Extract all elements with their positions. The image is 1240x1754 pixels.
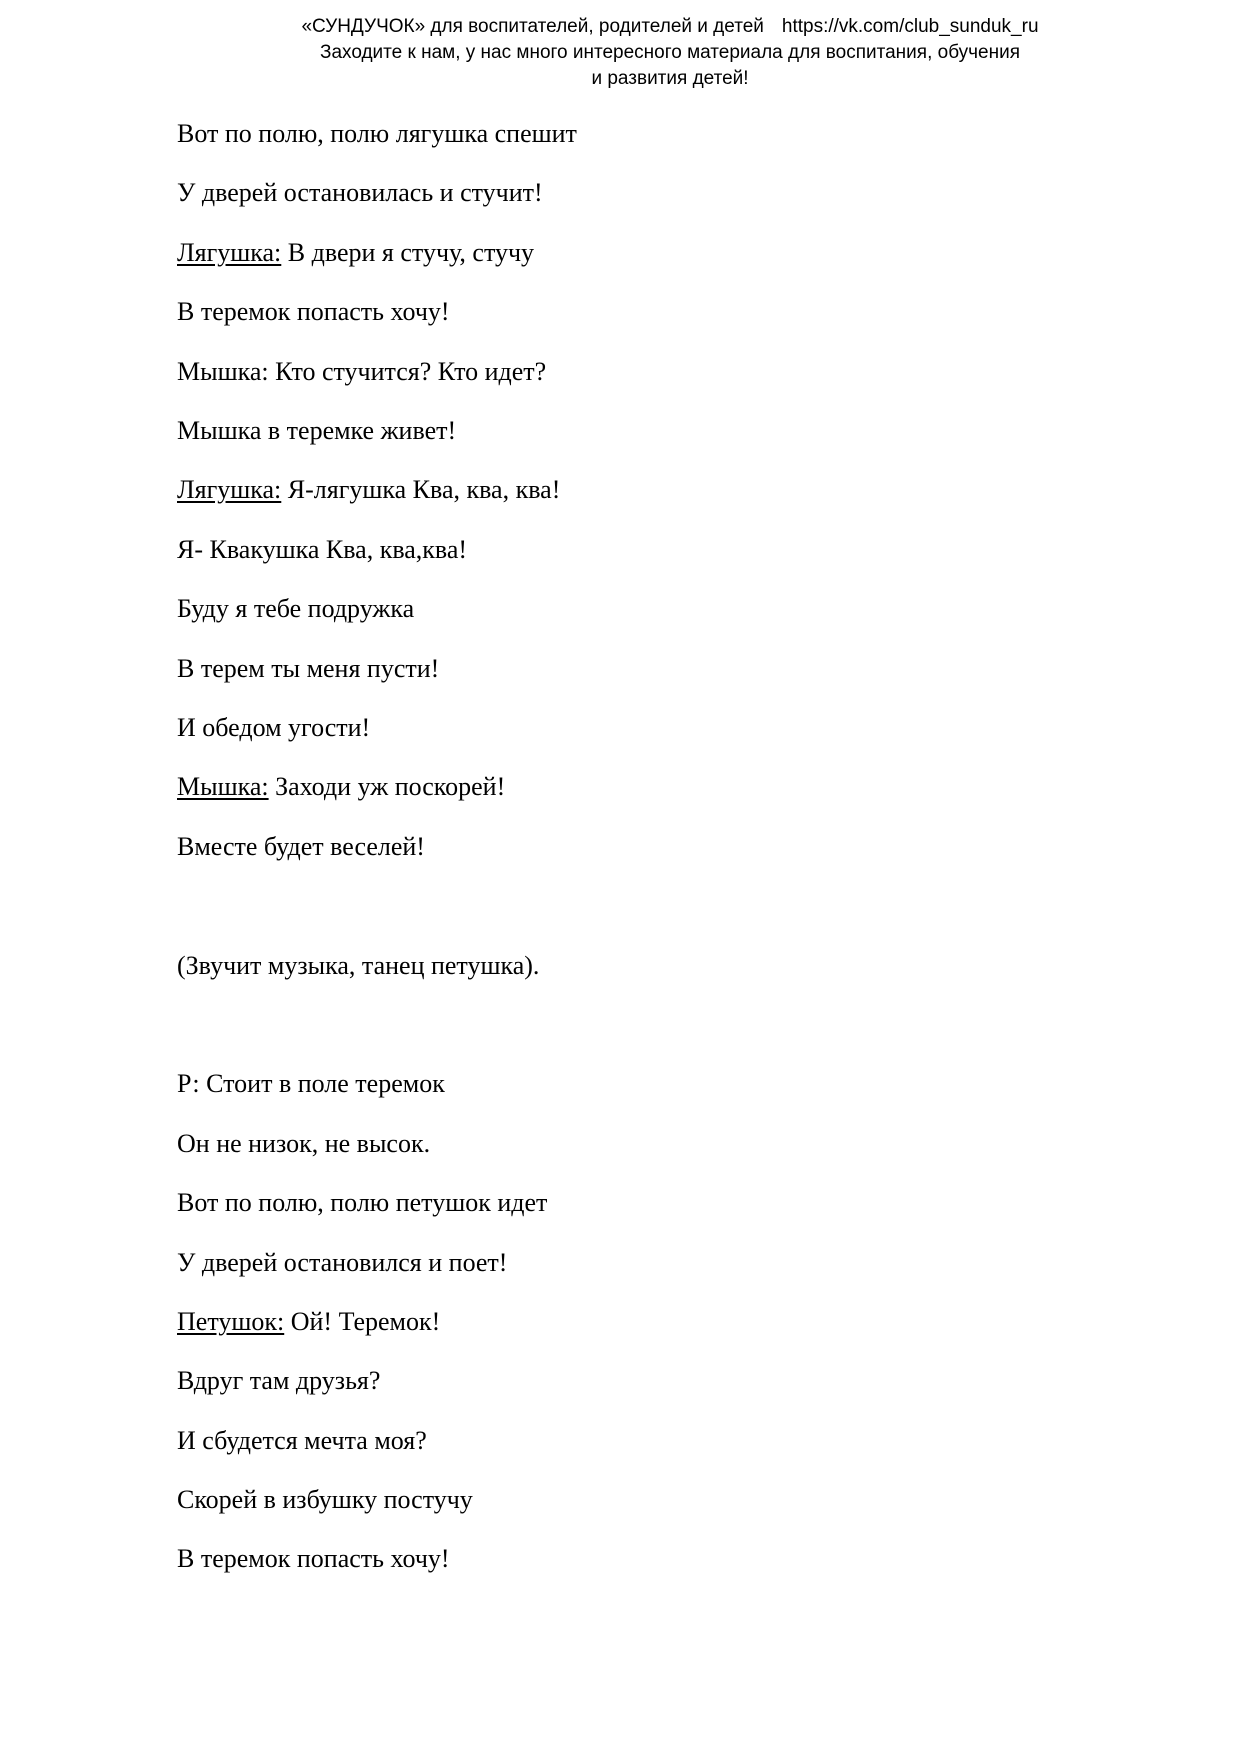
line-text: Скорей в избушку постучу	[177, 1485, 473, 1514]
text-line	[177, 1306, 440, 1338]
line-text: В теремок попасть хочу!	[177, 297, 450, 326]
text-line	[177, 1247, 507, 1279]
text-line	[177, 1543, 450, 1575]
page-header	[220, 14, 1120, 92]
line-text: Вдруг там друзья?	[177, 1366, 381, 1395]
text-line	[177, 415, 456, 447]
header-line-3: и развития детей!	[591, 68, 749, 89]
text-line	[177, 1128, 430, 1160]
line-text: Я- Квакушка Ква, ква,ква!	[177, 535, 468, 564]
text-line	[177, 712, 370, 744]
text-line	[177, 831, 425, 863]
text-line	[177, 356, 546, 388]
line-text: Мышка в теремке живет!	[177, 416, 457, 445]
header-url[interactable]: https://vk.com/club_sunduk_ru	[781, 16, 1039, 37]
text-line	[177, 1365, 380, 1397]
speaker-label: Лягушка:	[177, 238, 282, 267]
text-line	[177, 177, 543, 209]
line-text: Я-лягушка Ква, ква, ква!	[281, 475, 561, 504]
speaker-label: Петушок:	[177, 1307, 285, 1336]
line-text: Р: Стоит в поле теремок	[177, 1069, 445, 1098]
line-text: Заходи уж поскорей!	[268, 772, 506, 801]
text-line	[177, 1484, 473, 1516]
line-text: Мышка: Кто стучится? Кто идет?	[177, 357, 547, 386]
line-text: В терем ты меня пусти!	[177, 654, 440, 683]
header-line-1	[220, 14, 1120, 40]
line-text: В теремок попасть хочу!	[177, 1544, 450, 1573]
text-line	[177, 534, 467, 566]
stage-direction	[177, 950, 539, 982]
line-text: Вот по полю, полю петушок идет	[177, 1188, 548, 1217]
line-text: Буду я тебе подружка	[177, 594, 415, 623]
line-text: Он не низок, не высок.	[177, 1129, 431, 1158]
speaker-label: Лягушка:	[177, 475, 282, 504]
line-text: В двери я стучу, стучу	[281, 238, 535, 267]
line-text: У дверей остановился и поет!	[177, 1248, 508, 1277]
header-site-name: «СУНДУЧОК» для воспитателей, родителей и детей	[301, 16, 764, 37]
line-text: (Звучит музыка, танец петушка).	[177, 951, 540, 980]
text-line	[177, 1425, 427, 1457]
text-line	[177, 296, 450, 328]
text-line	[177, 237, 534, 269]
text-line	[177, 474, 560, 506]
line-text: У дверей остановилась и стучит!	[177, 178, 543, 207]
line-text: И сбудется мечта моя?	[177, 1426, 427, 1455]
text-line	[177, 771, 505, 803]
line-text: И обедом угости!	[177, 713, 371, 742]
text-line	[177, 1068, 445, 1100]
speaker-label: Мышка:	[177, 772, 269, 801]
line-text: Ой! Теремок!	[284, 1307, 441, 1336]
text-line	[177, 1187, 547, 1219]
text-line	[177, 653, 439, 685]
header-line-2: Заходите к нам, у нас много интересного материала для воспитания, обучения	[319, 42, 1021, 63]
line-text: Вместе будет веселей!	[177, 832, 425, 861]
text-line	[177, 593, 414, 625]
line-text: Вот по полю, полю лягушка спешит	[177, 119, 577, 148]
text-line	[177, 118, 577, 150]
